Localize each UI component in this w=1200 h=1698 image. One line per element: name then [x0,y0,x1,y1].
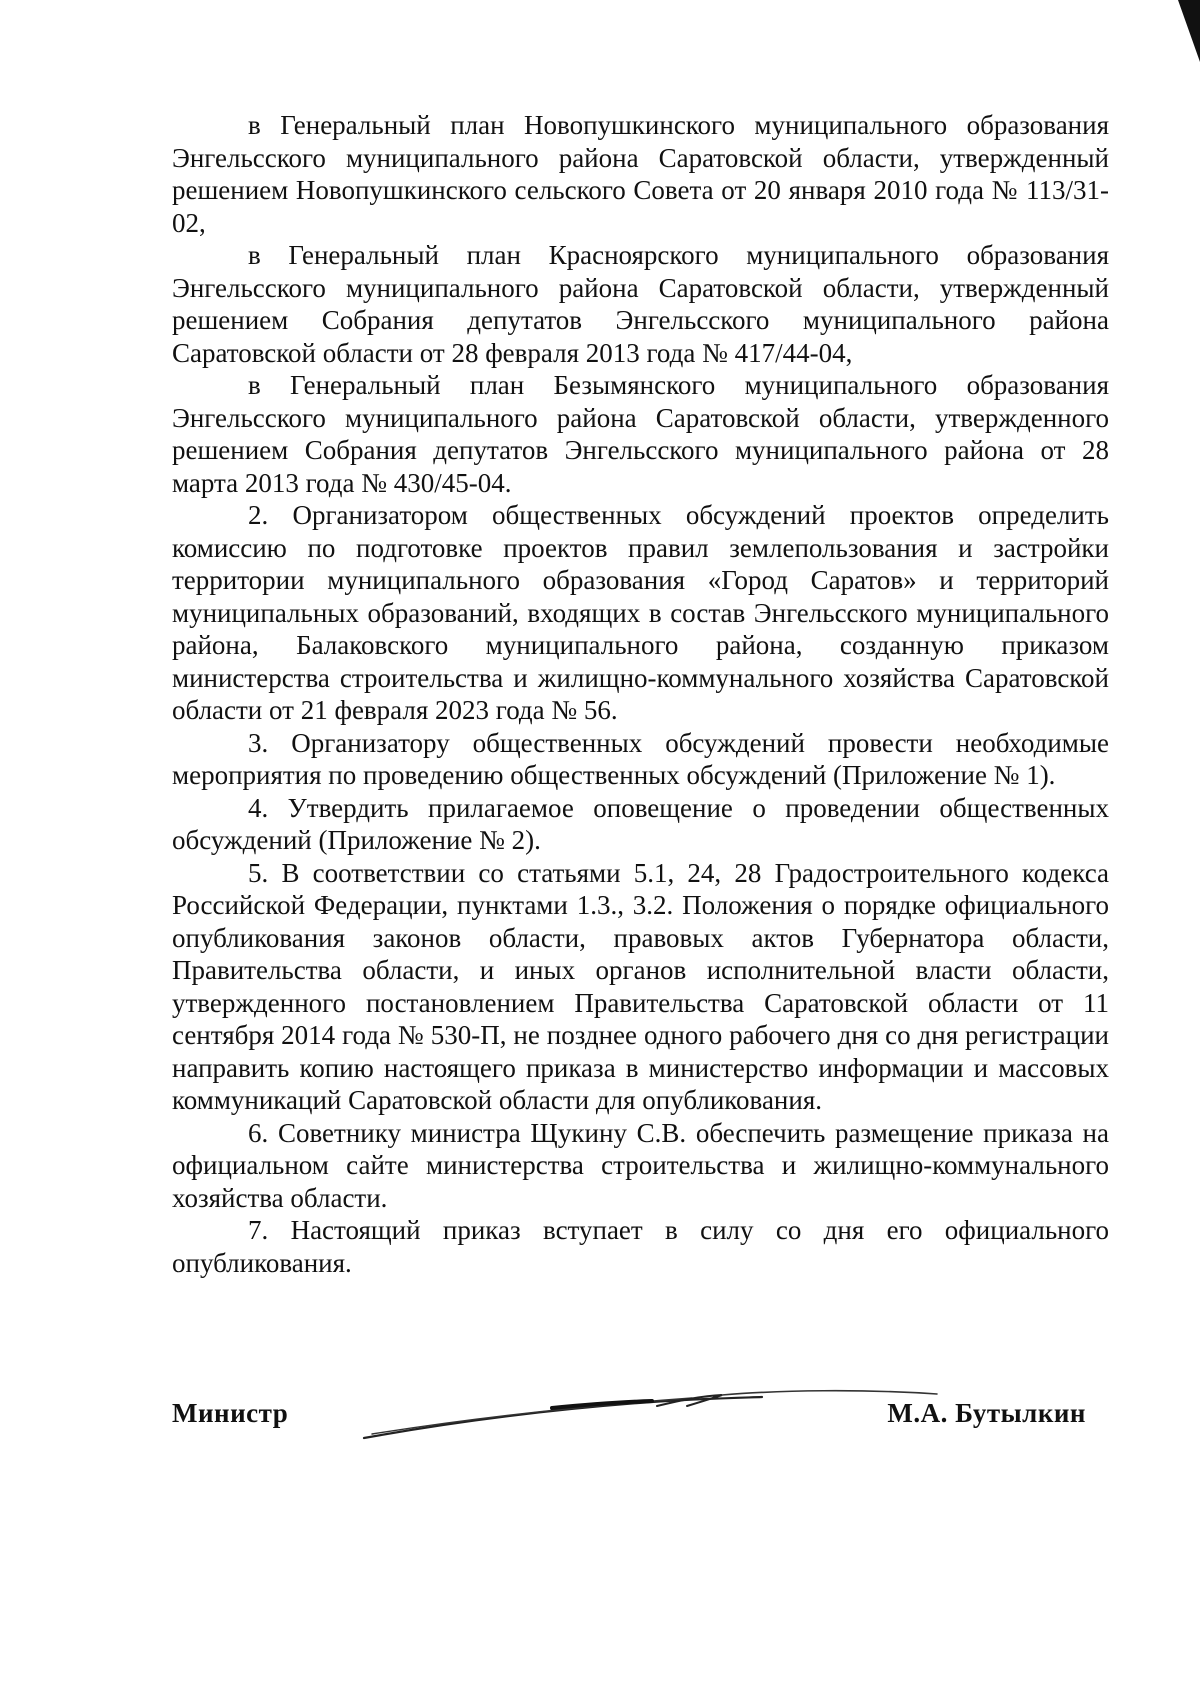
signatory-name: М.А. Бутылкин [887,1398,1086,1428]
document-body [172,109,1109,1279]
paragraph-item-2: 2. Организатором общественных обсуждений проектов определить комиссию по подготовке проектов правил землепользования и застройки территории муниципального образования «Город Саратов» и территорий муниципальных образований, входящих в состав Энгельсского муниципального района, Балаковского муниципального района, созданную приказом министерства строительства и жилищно-коммунального хозяйства Саратовской области от 21 февраля 2023 года № 56. [172,500,1109,725]
paragraph-item-4: 4. Утвердить прилагаемое оповещение о проведении общественных обсуждений (Приложение № 2). [172,792,1109,855]
signature-block [172,1384,1086,1444]
paragraph-item-3: 3. Организатору общественных обсуждений провести необходимые мероприятия по проведению общественных обсуждений (Приложение № 1). [172,727,1109,790]
paragraph-genplan-bezymyanskoe: в Генеральный план Безымянского муниципального образования Энгельсского муниципального района Саратовской области, утвержденного решением Собрания депутатов Энгельсского муниципального района от 28 марта 2013 года № 430/45-04. [172,370,1109,498]
paragraph-item-7: 7. Настоящий приказ вступает в силу со дня его официального опубликования. [172,1215,1109,1278]
scan-corner-mark [1178,0,1200,62]
signatory-role: Министр [172,1398,289,1428]
handwritten-signature [362,1384,942,1444]
paragraph-genplan-novopushkinskoe: в Генеральный план Новопушкинского муниципального образования Энгельсского муниципального района Саратовской области, утвержденный решением Новопушкинского сельского Совета от 20 января 2010 года № 113/31-02, [172,110,1109,238]
paragraph-item-5: 5. В соответствии со статьями 5.1, 24, 28 Градостроительного кодекса Российской Федерации, пунктами 1.3., 3.2. Положения о порядке официального опубликования законов области, правовых актов Губернатора области, Правительства области, и иных органов исполнительной власти области, утвержденного постановлением Правительства Саратовской области от 11 сентября 2014 года № 530-П, не позднее одного рабочего дня со дня регистрации направить копию настоящего приказа в министерство информации и массовых коммуникаций Саратовской области для опубликования. [172,857,1109,1115]
paragraph-genplan-krasnoyarskoe: в Генеральный план Красноярского муниципального образования Энгельсского муниципального района Саратовской области, утвержденный решением Собрания депутатов Энгельсского муниципального района Саратовской области от 28 февраля 2013 года № 417/44-04, [172,240,1109,368]
paragraph-item-6: 6. Советнику министра Щукину С.В. обеспечить размещение приказа на официальном сайте министерства строительства и жилищно-коммунального хозяйства области. [172,1117,1109,1213]
